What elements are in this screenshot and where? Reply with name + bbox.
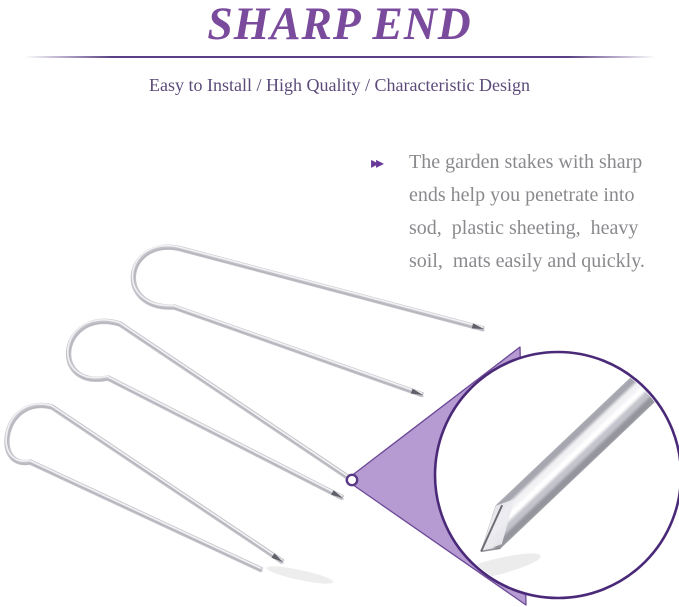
subtitle: Easy to Install / High Quality / Characteristic Design <box>149 75 530 95</box>
description-line: ends help you penetrate into <box>409 184 635 206</box>
garden-stake-middle <box>68 320 353 500</box>
description-line: sod, plastic sheeting, heavy <box>409 217 639 239</box>
tip-shadow <box>266 563 335 587</box>
garden-stake-top <box>133 246 485 397</box>
callout-marker-dot <box>347 475 357 485</box>
garden-stake-bottom <box>6 404 334 587</box>
description-line: The garden stakes with sharp <box>409 151 643 173</box>
description-line: soil, mats easily and quickly. <box>409 250 645 272</box>
double-chevron-icon: ▸▸ <box>371 153 382 172</box>
page-title: SHARP END <box>207 0 472 50</box>
